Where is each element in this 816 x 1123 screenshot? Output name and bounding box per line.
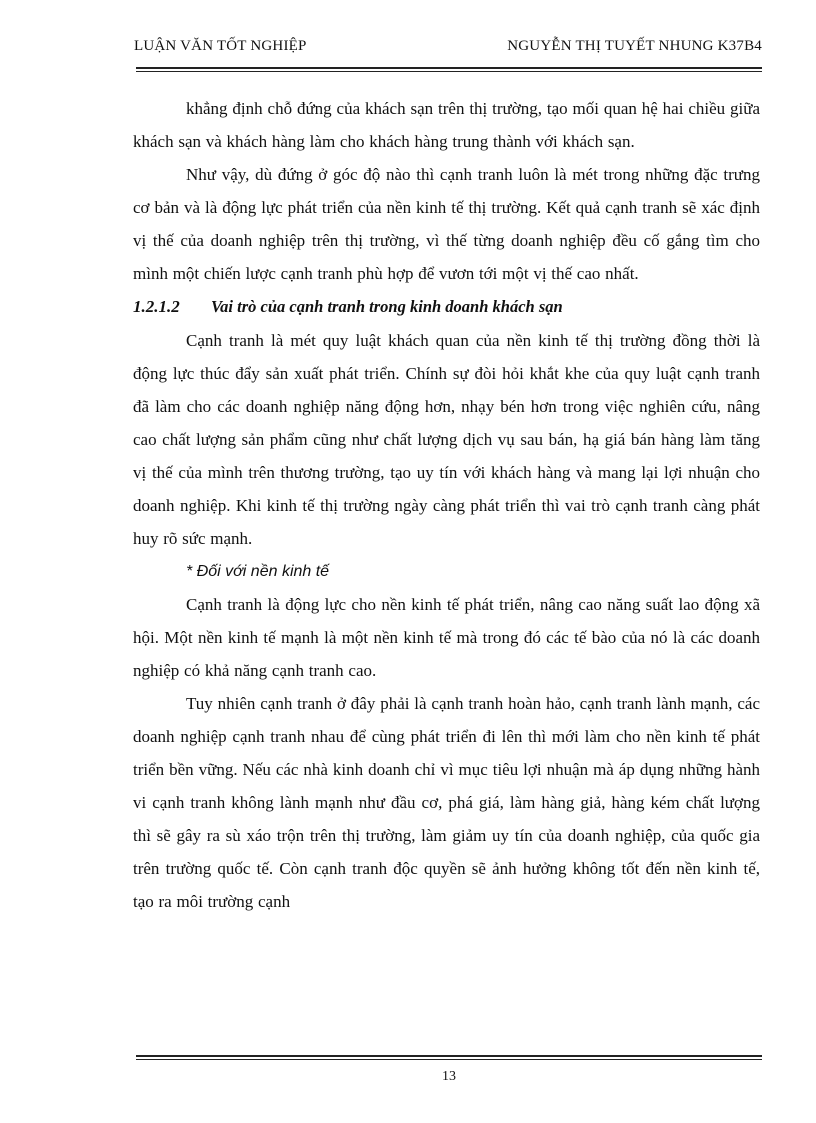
section-heading	[133, 290, 760, 324]
header-rule	[136, 67, 762, 72]
header-right: NGUYỄN THỊ TUYẾT NHUNG K37B4	[507, 38, 762, 54]
paragraph: Cạnh tranh là mét quy luật khách quan của nền kinh tế thị trường đồng thời là động lực thúc đẩy sản xuất phát triển. Chính sự đòi hỏi khắt khe của quy luật cạnh tranh đã làm cho các doanh nghiệp năng động hơn, nhạy bén hơn trong việc nghiên cứu, nâng cao chất lượng sản phẩm cũng như chất lượng dịch vụ sau bán, hạ giá bán hàng làm tăng vị thế của mình trên thương trường, tạo uy tín với khách hàng và mang lại lợi nhuận cho doanh nghiệp. Khi kinh tế thị trường ngày càng phát triển thì vai trò cạnh tranh càng phát huy rõ sức mạnh.	[133, 331, 760, 548]
sub-heading: * Đối với nền kinh tế	[186, 563, 330, 580]
paragraph: Tuy nhiên cạnh tranh ở đây phải là cạnh tranh hoàn hảo, cạnh tranh lành mạnh, các doanh nghiệp cạnh tranh nhau để cùng phát triển đi lên thì mới làm cho nền kinh tế phát triển bền vững. Nếu các nhà kinh doanh chỉ vì mục tiêu lợi nhuận mà áp dụng những hành vi cạnh tranh không lành mạnh như đầu cơ, phá giá, làm hàng giả, hàng kém chất lượng thì sẽ gây ra sù xáo trộn trên thị trường, làm giảm uy tín của doanh nghiệp, của quốc gia trên trường quốc tế. Còn cạnh tranh độc quyền sẽ ảnh hưởng không tốt đến nền kinh tế, tạo ra môi trường cạnh	[133, 694, 760, 911]
paragraph: Cạnh tranh là động lực cho nền kinh tế phát triển, nâng cao năng suất lao động xã hội. Một nền kinh tế mạnh là một nền kinh tế mà trong đó các tế bào của nó là các doanh nghiệp có khả năng cạnh tranh cao.	[133, 595, 760, 680]
running-header	[134, 38, 762, 55]
footer-rule	[136, 1055, 762, 1060]
page-number: 13	[442, 1069, 456, 1084]
section-number: 1.2.1.2	[133, 297, 180, 316]
paragraph: Như vậy, dù đứng ở góc độ nào thì cạnh tranh luôn là mét trong những đặc trưng cơ bản và là động lực phát triển của nền kinh tế thị trường. Kết quả cạnh tranh sẽ xác định vị thế của doanh nghiệp trên thị trường, vì thế từng doanh nghiệp đều cố gắng tìm cho mình một chiến lược cạnh tranh phù hợp để vươn tới một vị thế cao nhất.	[133, 165, 760, 283]
header-left: LUẬN VĂN TỐT NGHIỆP	[134, 38, 307, 54]
section-title: Vai trò của cạnh tranh trong kinh doanh khách sạn	[211, 297, 563, 316]
page-body	[133, 92, 760, 918]
paragraph: khẳng định chỗ đứng của khách sạn trên thị trường, tạo mối quan hệ hai chiều giữa khách sạn và khách hàng làm cho khách hàng trung thành với khách sạn.	[133, 99, 760, 151]
